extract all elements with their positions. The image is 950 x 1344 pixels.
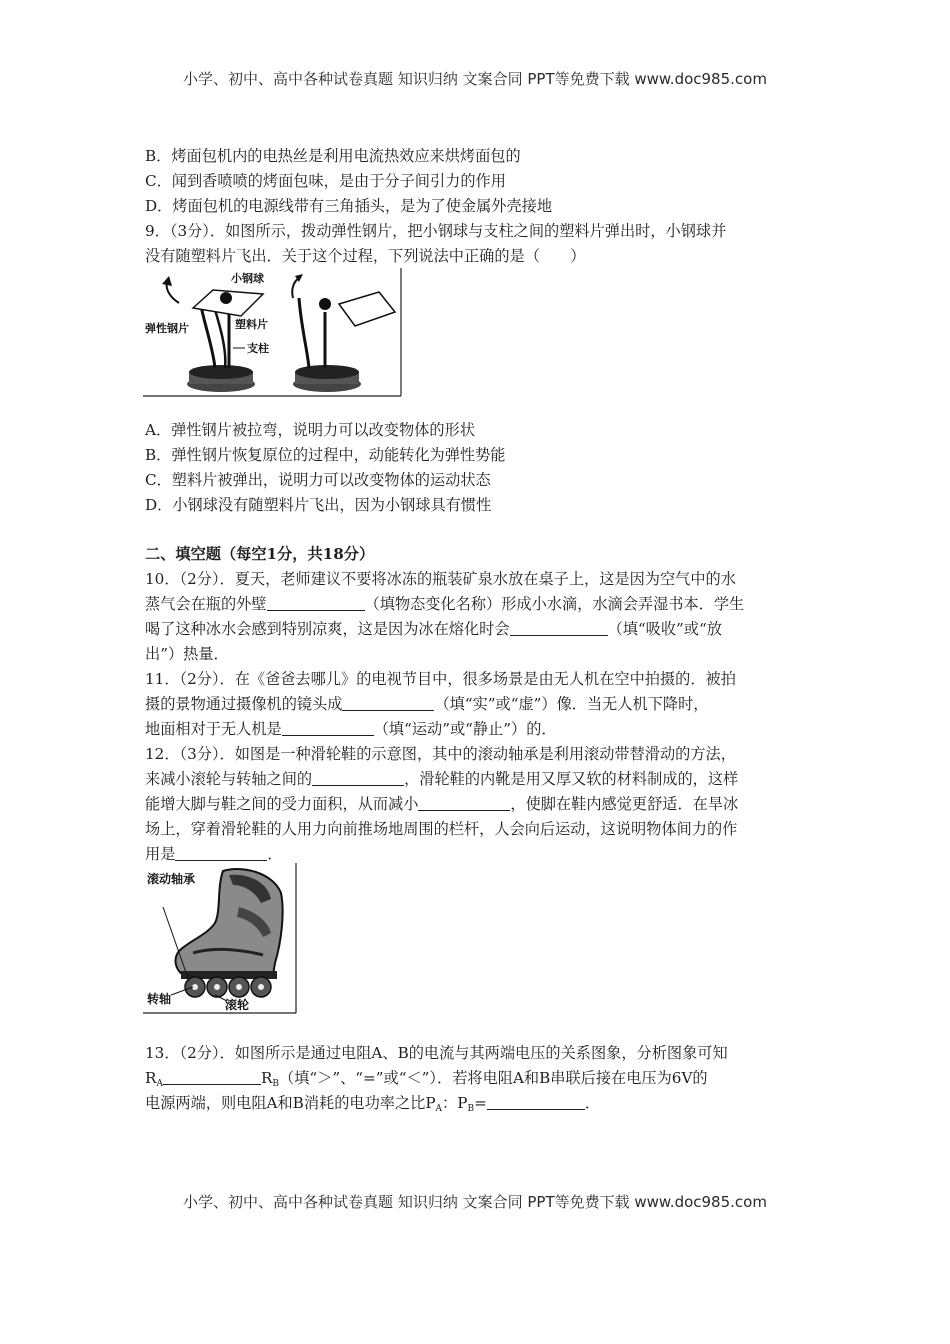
answer-blank[interactable]	[267, 596, 365, 611]
q12-line5: 用是 ．	[145, 845, 283, 863]
answer-blank[interactable]	[163, 1070, 261, 1085]
q9-option-a: A．弹性钢片被拉弯，说明力可以改变物体的形状	[145, 421, 475, 439]
answer-blank[interactable]	[418, 796, 510, 811]
q13-line3: 电源两端，则电阻A和B消耗的电功率之比$P_A$：$P_B=$ ．	[145, 1094, 601, 1114]
q10-line3: 喝了这种冰水会感到特别凉爽，这是因为冰在熔化时会 （填“吸收”或“放	[145, 620, 722, 638]
q12-line3: 能增大脚与鞋之间的受力面积，从而减小 ，使脚在鞋内感觉更舒适．在旱冰	[145, 795, 739, 813]
q8-option-d: D．烤面包机的电源线带有三角插头，是为了使金属外壳接地	[145, 197, 553, 215]
label-bearing: 滚动轴承	[147, 872, 196, 886]
q9-option-b: B．弹性钢片恢复原位的过程中，动能转化为弹性势能	[145, 446, 506, 464]
q11-line2: 摄的景物通过摄像机的镜头成 （填“实”或“虚”）像．当无人机下降时，	[145, 695, 709, 713]
q8-option-c: C．闻到香喷喷的烤面包味，是由于分子间引力的作用	[145, 172, 506, 190]
q9-option-d: D．小钢球没有随塑料片飞出，因为小钢球具有惯性	[145, 496, 492, 514]
label-ball: 小钢球	[231, 272, 264, 285]
q11-line1: 11．（2分）．在《爸爸去哪儿》的电视节目中，很多场景是由无人机在空中拍摄的．被拍	[145, 670, 736, 688]
label-plate: 塑料片	[235, 318, 268, 331]
q12-figure-roller-skate	[143, 863, 299, 1015]
label-post: 支柱	[247, 342, 269, 355]
q12-line1: 12．（3分）．如图是一种滑轮鞋的示意图，其中的滚动轴承是利用滚动带替滑动的方法，	[145, 745, 736, 763]
q11-line3: 地面相对于无人机是 （填“运动”或“静止”）的．	[145, 720, 557, 738]
q9-stem-line2: 没有随塑料片飞出．关于这个过程，下列说法中正确的是（ ）	[145, 247, 586, 265]
answer-blank[interactable]	[312, 771, 404, 786]
label-steel: 弹性钢片	[145, 322, 189, 335]
q10-line1: 10．（2分）．夏天，老师建议不要将冰冻的瓶装矿泉水放在桌子上，这是因为空气中的水	[145, 570, 736, 588]
page-footer: 小学、初中、高中各种试卷真题 知识归纳 文案合同 PPT等免费下载 www.doc985.com	[183, 1193, 767, 1211]
label-wheel: 滚轮	[225, 998, 250, 1012]
answer-blank[interactable]	[342, 696, 434, 711]
label-axle: 转轴	[147, 992, 172, 1006]
q12-line2: 来减小滚轮与转轴之间的 ，滑轮鞋的内靴是用又厚又软的材料制成的，这样	[145, 770, 739, 788]
q13-line1: 13．（2分）．如图所示是通过电阻A、B的电流与其两端电压的关系图象，分析图象可知	[145, 1044, 728, 1062]
q8-option-b: B．烤面包机内的电热丝是利用电流热效应来烘烤面包的	[145, 147, 521, 165]
page-header: 小学、初中、高中各种试卷真题 知识归纳 文案合同 PPT等免费下载 www.doc985.com	[183, 70, 767, 88]
q9-option-c: C．塑料片被弹出，说明力可以改变物体的运动状态	[145, 471, 491, 489]
q9-figure-steel-plate-apparatus	[143, 268, 403, 398]
q12-line4: 场上，穿着滑轮鞋的人用力向前推场地周围的栏杆，人会向后运动，这说明物体间力的作	[145, 820, 738, 838]
answer-blank[interactable]	[175, 846, 267, 861]
q10-line2: 蒸气会在瓶的外壁 （填物态变化名称）形成小水滴，水滴会弄湿书本．学生	[145, 595, 745, 613]
section-title: 二、填空题（每空1分，共18分）	[145, 545, 375, 563]
q13-line2: $R_A$ $R_B$（填“＞”、“=”或“＜”）．若将电阻A和B串联后接在电压为6V的	[145, 1069, 708, 1089]
answer-blank[interactable]	[282, 721, 374, 736]
q9-stem-line1: 9．（3分）．如图所示，拨动弹性钢片，把小钢球与支柱之间的塑料片弹出时，小钢球并	[145, 222, 727, 240]
answer-blank[interactable]	[487, 1095, 585, 1110]
answer-blank[interactable]	[510, 621, 608, 636]
q10-line4: 出”）热量．	[145, 645, 229, 663]
